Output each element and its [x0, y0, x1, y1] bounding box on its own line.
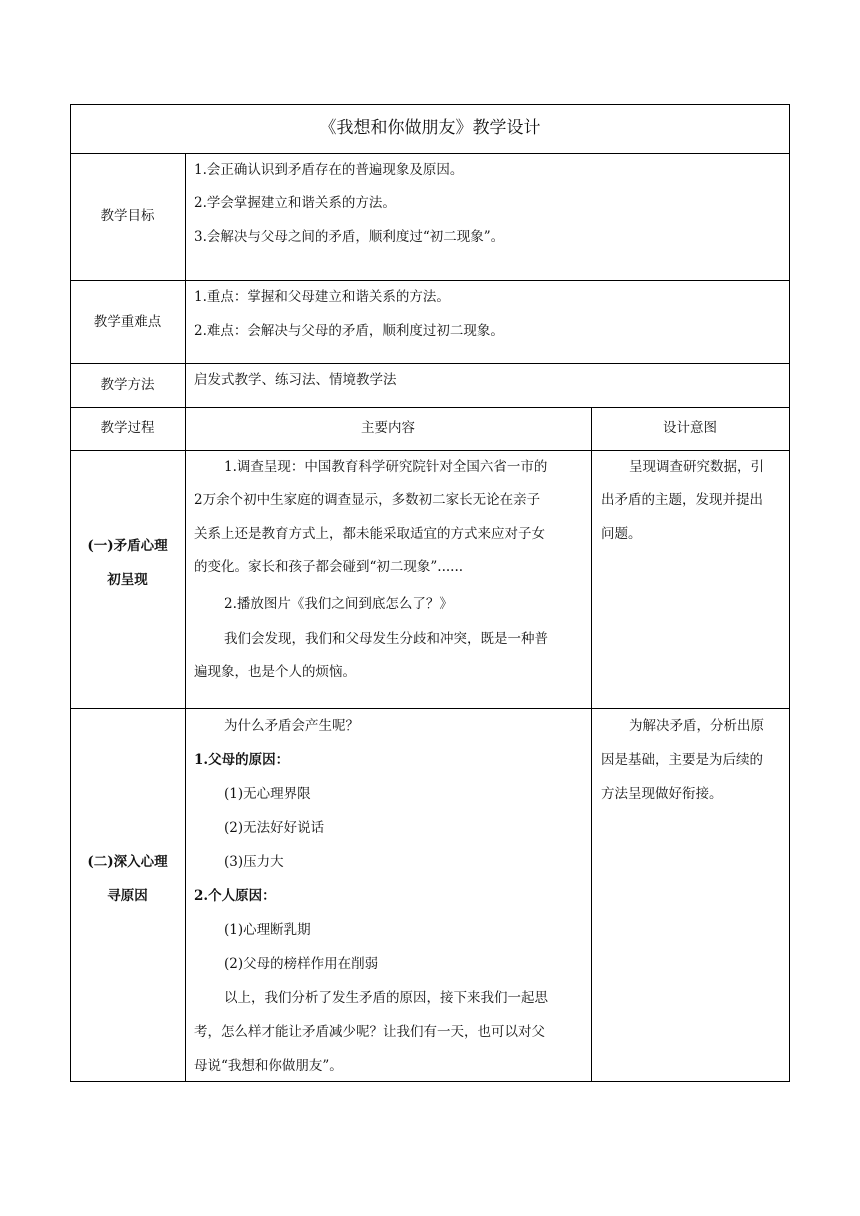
section2-title: (二)深入心理 [87, 854, 168, 870]
objective-item: 2.学会掌握建立和谐关系的方法。 [194, 195, 396, 211]
key-point-item: 1.重点：掌握和父母建立和谐关系的方法。 [194, 289, 450, 305]
section2-content-line: (3)压力大 [224, 854, 284, 870]
methods-label: 教学方法 [100, 377, 155, 393]
section1-title: (一)矛盾心理 [87, 538, 168, 554]
table-col-divider [185, 153, 186, 1082]
objective-item: 3.会解决与父母之间的矛盾，顺利度过“初二现象”。 [194, 229, 505, 245]
section2-content-heading: 1.父母的原因： [194, 752, 290, 768]
section2-title: 寻原因 [107, 888, 148, 904]
section2-intent-line: 为解决矛盾，分析出原 [629, 718, 764, 734]
section1-intent-line: 问题。 [601, 526, 642, 542]
section1-content-line: 的变化。家长和孩子都会碰到“初二现象”...... [194, 559, 464, 575]
key-point-item: 2.难点：会解决与父母的矛盾，顺利度过初二现象。 [194, 323, 504, 339]
section2-intent-line: 因是基础，主要是为后续的 [601, 752, 763, 768]
table-rule [70, 708, 790, 709]
section2-content-line: 为什么矛盾会产生呢？ [224, 718, 359, 734]
table-rule [70, 280, 790, 281]
section1-content-line: 2万余个初中生家庭的调查显示，多数初二家长无论在亲子 [194, 492, 541, 508]
section2-content-line: 考，怎么样才能让矛盾减少呢？让我们有一天，也可以对父 [194, 1024, 545, 1040]
table-rule [70, 450, 790, 451]
process-header-content: 主要内容 [361, 420, 415, 436]
table-rule [70, 407, 790, 408]
table-rule [70, 153, 790, 154]
table-col-divider [591, 407, 592, 1082]
table-border-bottom [70, 1081, 790, 1082]
section2-content-line: 以上，我们分析了发生矛盾的原因，接下来我们一起思 [224, 990, 548, 1006]
section1-content-line: 关系上还是教育方式上，都未能采取适宜的方式来应对子女 [194, 526, 545, 542]
section1-intent-line: 出矛盾的主题，发现并提出 [601, 492, 763, 508]
process-header-stage: 教学过程 [100, 420, 155, 436]
section1-content-line: 遍现象，也是个人的烦恼。 [194, 664, 356, 680]
table-border-top [70, 104, 790, 105]
section2-intent-line: 方法呈现做好衔接。 [601, 786, 723, 802]
objectives-label: 教学目标 [100, 208, 155, 224]
section2-content-line: (2)父母的榜样作用在削弱 [224, 956, 379, 972]
key-points-label: 教学重难点 [93, 314, 162, 330]
section1-content-line: 2.播放图片《我们之间到底怎么了？》 [224, 596, 453, 612]
methods-value: 启发式教学、练习法、情境教学法 [194, 372, 397, 388]
page-title: 《我想和你做朋友》教学设计 [319, 118, 541, 138]
section1-title: 初呈现 [107, 572, 148, 588]
section2-content-line: (1)无心理界限 [224, 786, 311, 802]
section1-intent-line: 呈现调查研究数据，引 [629, 459, 764, 475]
objective-item: 1.会正确认识到矛盾存在的普遍现象及原因。 [194, 162, 464, 178]
table-border-right [789, 104, 790, 1082]
section2-content-heading: 2.个人原因： [194, 888, 276, 904]
section2-content-line: (1)心理断乳期 [224, 922, 311, 938]
process-header-intent: 设计意图 [663, 420, 717, 436]
section1-content-line: 我们会发现，我们和父母发生分歧和冲突，既是一种普 [224, 631, 548, 647]
section1-content-line: 1.调查呈现：中国教育科学研究院针对全国六省一市的 [224, 459, 548, 475]
table-rule [70, 363, 790, 364]
section2-content-line: (2)无法好好说话 [224, 820, 325, 836]
table-border-left [70, 104, 71, 1082]
section2-content-line: 母说“我想和你做朋友”。 [194, 1058, 343, 1074]
